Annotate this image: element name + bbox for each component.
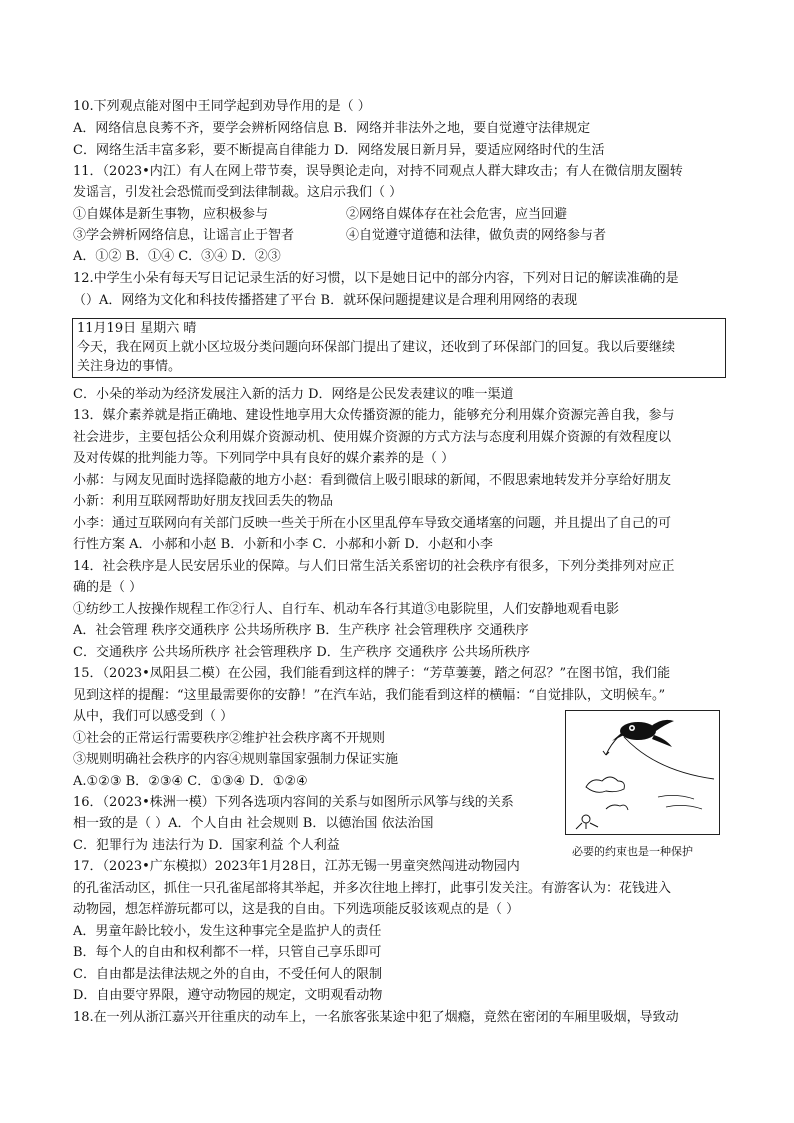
- illustration-caption: 必要的约束也是一种保护: [572, 845, 693, 858]
- q17-option-c: C．自由都是法律法规之外的自由，不受任何人的限制: [73, 967, 382, 982]
- q13-line-5: 小新：利用互联网帮助好朋友找回丢失的物品: [73, 494, 334, 509]
- kite-string: [624, 737, 714, 779]
- diary-box: [72, 318, 726, 378]
- q11-item-3: ③学会辨析网络信息，让谣言止于智者: [73, 228, 295, 243]
- q14-line-2: 确的是（ ）: [73, 580, 143, 595]
- q16-line-3: C．犯罪行为 违法行为 D．国家利益 个人利益: [73, 838, 340, 853]
- q11-choices: A．①② B．①④ C．③④ D．②③: [73, 249, 281, 264]
- diary-line-2: 关注身边的事情。: [77, 359, 182, 374]
- q13-line-1: 13．媒介素养就是指正确地、建设性地享用大众传播资源的能力，能够充分利用媒介资源完善自我，参与: [73, 408, 675, 423]
- q15-line-4: ①社会的正常运行需要秩序②维护社会秩序离不开规则: [73, 731, 386, 746]
- diary-date: 11月19日 星期六 晴: [77, 321, 197, 336]
- q12-stem: 12.中学生小朵有每天写日记记录生活的好习惯，以下是她日记中的部分内容，下列对日记的解读准确的是: [73, 271, 679, 286]
- q17-line-3: 动物园，想怎样游玩都可以，这是我的自由。下列选项能反驳该观点的是（ ）: [73, 902, 520, 917]
- q17-option-d: D．自由要守界限，遵守动物园的规定，文明观看动物: [73, 988, 383, 1003]
- q11-stem-2: 发谣言，引发社会恐慌而受到法律制裁。这启示我们（ ）: [73, 185, 403, 200]
- q11-stem-1: 11．（2023•内江）有人在网上带节奏，误导舆论走向，对持不同观点人群大肆攻击；有人在微信朋友圈转: [73, 164, 683, 179]
- q17-option-a: A．男童年龄比较小，发生这种事完全是监护人的责任: [73, 924, 382, 939]
- q17-line-2: 的孔雀活动区，抓住一只孔雀尾部将其举起，并多次往地上摔打，此事引发关注。有游客认为：花钱进入: [73, 881, 672, 896]
- q10-options-cd: C．网络生活丰富多彩，要不断提高自律能力 D．网络发展日新月异，要适应网络时代的生活: [73, 143, 605, 158]
- q15-line-6: A.①②③ B．②③④ C．①③④ D．①②④: [73, 774, 308, 789]
- q12-options-cd: C．小朵的举动为经济发展注入新的活力 D．网络是公民发表建议的唯一渠道: [73, 387, 514, 402]
- q14-line-3: ①纺纱工人按操作规程工作②行人、自行车、机动车各行其道③电影院里，人们安静地观看电影: [73, 602, 620, 617]
- q13-line-3: 及对传媒的批判能力等。下列同学中具有良好的媒介素养的是（ ）: [73, 451, 455, 466]
- q11-item-2: ②网络自媒体存在社会危害，应当回避: [346, 207, 568, 222]
- q13-line-2: 社会进步，主要包括公众利用媒介资源动机、使用媒介资源的方式方法与态度利用媒介资源的有效程度以: [73, 430, 672, 445]
- q13-line-6: 小李：通过互联网向有关部门反映一些关于所在小区里乱停车导致交通堵塞的问题，并且提出了自己的可: [73, 516, 672, 531]
- q17-line-1: 17．（2023•广东模拟）2023年1月28日，江苏无锡一男童突然闯进动物园内: [73, 859, 520, 874]
- diary-line-1: 今天，我在网页上就小区垃圾分类问题向环保部门提出了建议，还收到了环保部门的回复。我以后要继续: [77, 340, 676, 355]
- person-icon: [576, 815, 598, 829]
- q13-line-7: 行性方案 A．小郝和小赵 B．小新和小李 C．小郝和小新 D．小赵和小李: [73, 537, 493, 552]
- q15-line-2: 见到这样的提醒：“这里最需要你的安静！”在汽车站，我们能看到这样的横幅：“自觉排队，文明候车。”: [73, 688, 666, 703]
- cloud-icon: [586, 777, 624, 792]
- q15-line-3: 从中，我们可以感受到（ ）: [73, 709, 234, 724]
- q18-line-1: 18.在一列从浙江嘉兴开往重庆的动车上，一名旅客张某途中犯了烟瘾，竟然在密闭的车厢里吸烟，导致动: [73, 1010, 679, 1025]
- q11-item-1: ①自媒体是新生事物，应积极参与: [73, 207, 269, 222]
- kite-drawing: [566, 711, 719, 834]
- q14-line-1: 14．社会秩序是人民安居乐业的保障。与人们日常生活关系密切的社会秩序有很多，下列分类排列对应正: [73, 559, 675, 574]
- q11-item-4: ④自觉遵守道德和法律，做负责的网络参与者: [346, 228, 607, 243]
- q12-options-ab: （）A．网络为文化和科技传播搭建了平台 B．就环保问题提建议是合理利用网络的表现: [73, 293, 578, 308]
- q15-line-5: ③规则明确社会秩序的内容④规则靠国家强制力保证实施: [73, 752, 399, 767]
- q15-line-1: 15．（2023•凤阳县二模）在公园，我们能看到这样的牌子：“芳草萋萋，踏之何忍？”在图书馆，我们能: [73, 666, 671, 681]
- q17-option-b: B．每个人的自由和权利都不一样，只管自己享乐即可: [73, 945, 382, 960]
- q14-line-5: C．交通秩序 公共场所秩序 社会管理秩序 D．生产秩序 交通秩序 公共场所秩序: [73, 645, 531, 660]
- q13-line-4: 小郝：与网友见面时选择隐蔽的地方小赵：看到微信上吸引眼球的新闻，不假思索地转发并分享给好朋友: [73, 473, 672, 488]
- q10-options-ab: A．网络信息良莠不齐，要学会辨析网络信息 B．网络并非法外之地，要自觉遵守法律规定: [73, 121, 591, 136]
- q16-line-1: 16．（2023•株洲一模）下列各选项内容间的关系与如图所示风筝与线的关系: [73, 795, 514, 810]
- q10-stem: 10.下列观点能对图中王同学起到劝导作用的是（ ）: [73, 99, 371, 114]
- kite-illustration: [565, 710, 720, 835]
- q16-line-2: 相一致的是（ ）A．个人自由 社会规则 B．以德治国 依法治国: [73, 816, 434, 831]
- q14-line-4: A．社会管理 秩序交通秩序 公共场所秩序 B．生产秩序 社会管理秩序 交通秩序: [73, 623, 529, 638]
